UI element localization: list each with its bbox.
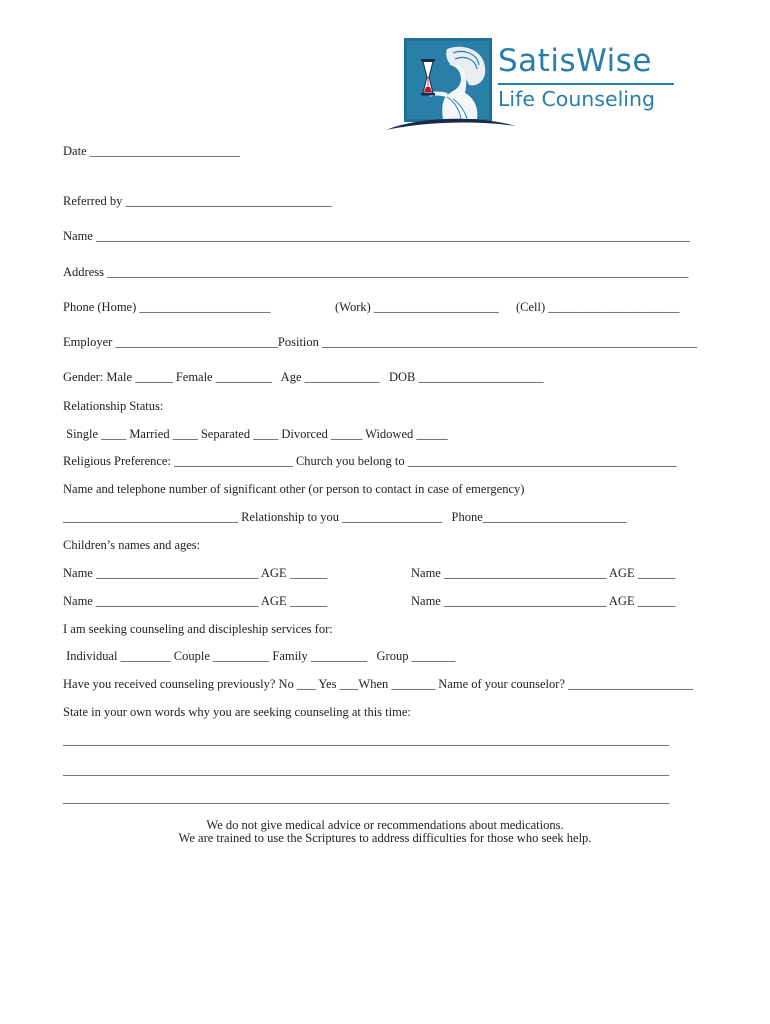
woman-hourglass-icon [404, 38, 492, 122]
significant-other-field[interactable]: ____________________________ Relationship to you ________________ Phone_______________________ [63, 510, 627, 524]
reason-line[interactable]: _________________________________________________________________________________________________ [63, 733, 670, 747]
relationship-status-label: Relationship Status: [63, 399, 164, 413]
child-field[interactable]: Name __________________________ AGE ______ [411, 566, 676, 580]
name-field[interactable]: Name _______________________________________________________________________________________________ [63, 229, 690, 243]
significant-other-label: Name and telephone number of significant other (or person to contact in case of emergency) [63, 482, 525, 496]
referred-by-field[interactable]: Referred by _________________________________ [63, 194, 332, 208]
reason-line[interactable]: _________________________________________________________________________________________________ [63, 791, 670, 805]
disclaimer-line: We do not give medical advice or recommendations about medications. [206, 818, 564, 832]
child-field[interactable]: Name __________________________ AGE ______ [411, 594, 676, 608]
phone-work-field[interactable]: (Work) ____________________ [335, 300, 499, 314]
gender-age-dob-field[interactable]: Gender: Male ______ Female _________ Age ____________ DOB ____________________ [63, 370, 544, 384]
brand-name: SatisWise [498, 43, 652, 79]
swoosh-icon [384, 116, 519, 132]
phone-cell-field[interactable]: (Cell) _____________________ [516, 300, 680, 314]
phone-home-field[interactable]: Phone (Home) _____________________ [63, 300, 271, 314]
disclaimer-line: We are trained to use the Scriptures to address difficulties for those who seek help. [178, 831, 592, 845]
religious-preference-field[interactable]: Religious Preference: ___________________ Church you belong to ___________________________________________ [63, 454, 677, 468]
seeking-services-label: I am seeking counseling and discipleship services for: [63, 622, 333, 636]
reason-label: State in your own words why you are seeking counseling at this time: [63, 705, 411, 719]
brand-divider [498, 83, 674, 85]
child-field[interactable]: Name __________________________ AGE ______ [63, 594, 328, 608]
seeking-services-options[interactable]: Individual ________ Couple _________ Family _________ Group _______ [63, 649, 456, 663]
date-field[interactable]: Date ________________________ [63, 144, 240, 158]
brand-tagline: Life Counseling [498, 87, 655, 111]
brand-logo [384, 36, 684, 132]
child-field[interactable]: Name __________________________ AGE ______ [63, 566, 328, 580]
address-field[interactable]: Address _____________________________________________________________________________________________ [63, 265, 689, 279]
children-label: Children’s names and ages: [63, 538, 201, 552]
relationship-status-options[interactable]: Single ____ Married ____ Separated ____ Divorced _____ Widowed _____ [63, 427, 448, 441]
reason-line[interactable]: _________________________________________________________________________________________________ [63, 763, 670, 777]
employer-position-field[interactable]: Employer __________________________Position ____________________________________________________________ [63, 335, 698, 349]
previous-counseling-field[interactable]: Have you received counseling previously? No ___ Yes ___When _______ Name of your counselor? ____________________ [63, 677, 694, 691]
